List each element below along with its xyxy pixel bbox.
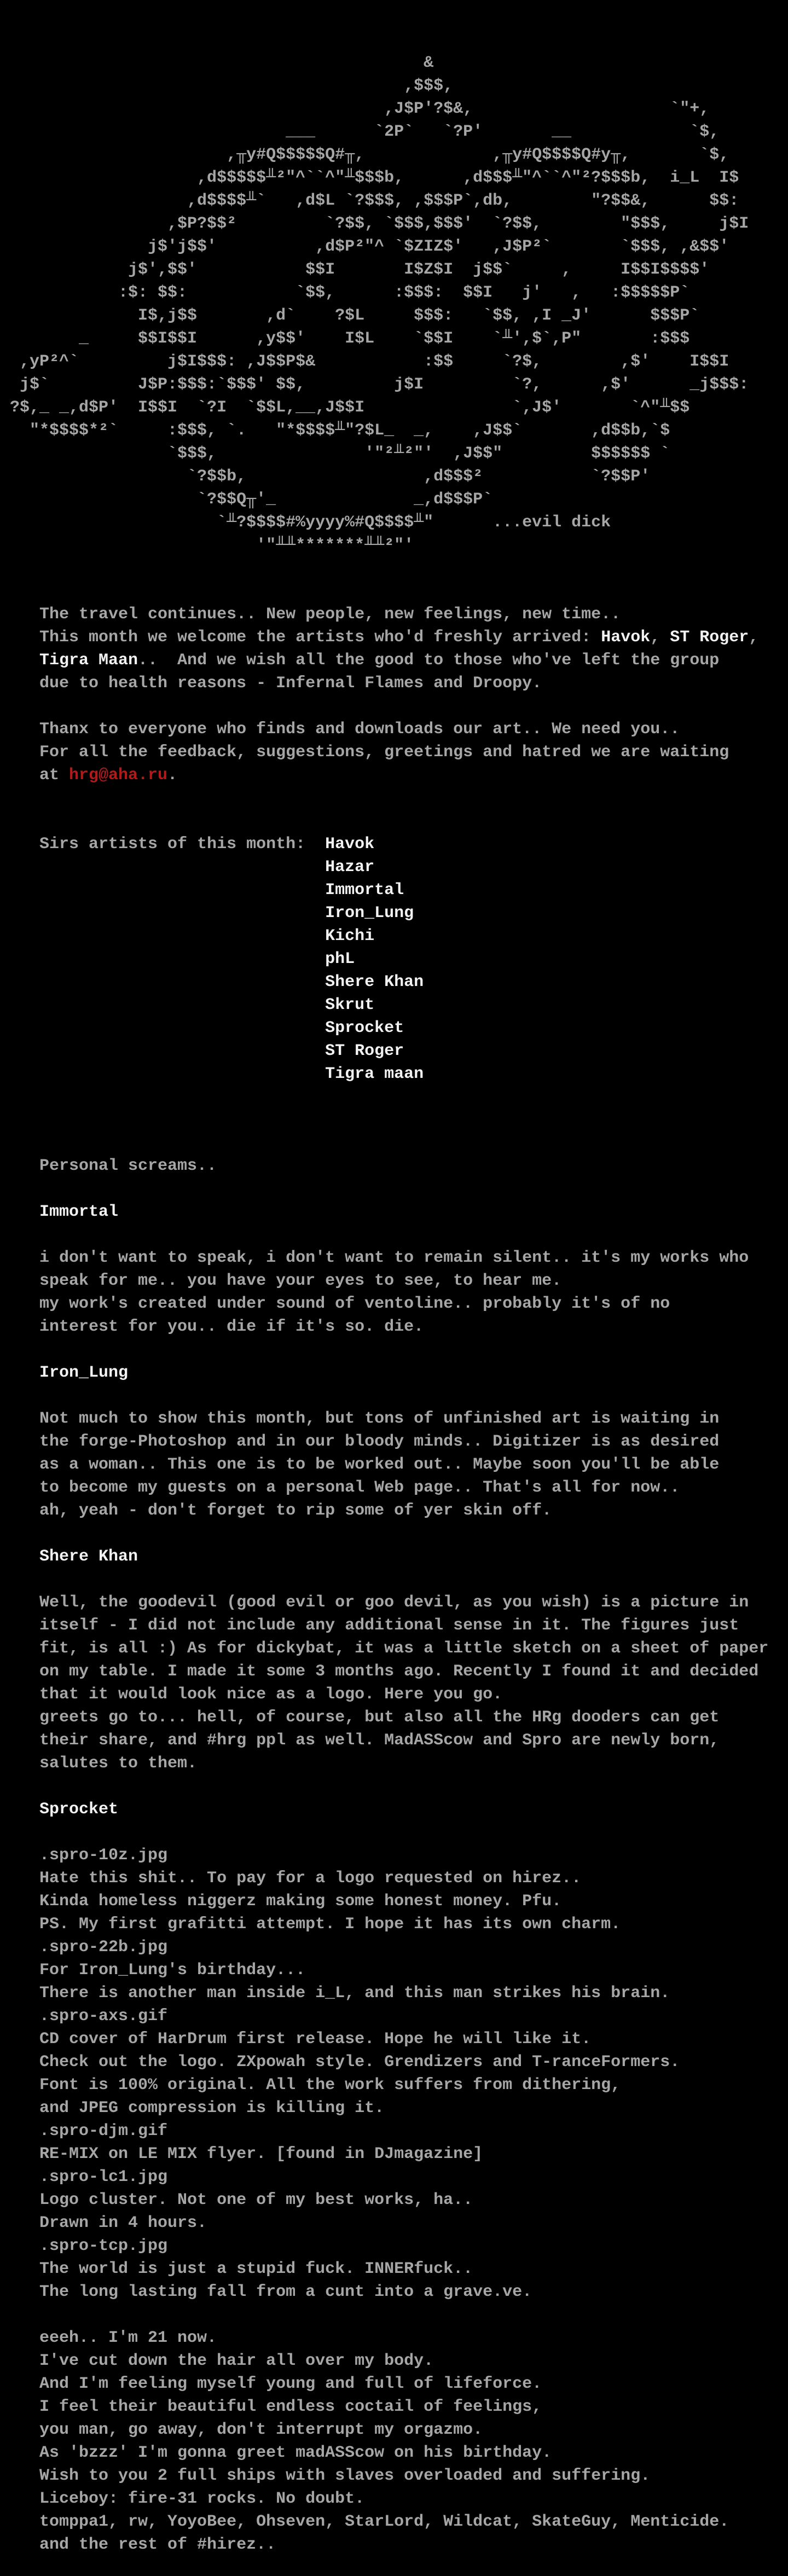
text-line	[0, 764, 788, 787]
highlight-text: Iron_Lung	[0, 1364, 129, 1382]
text-line	[0, 235, 788, 258]
text-line	[0, 2074, 788, 2097]
text-line	[0, 120, 788, 143]
text-segment: `╨?$$$$#%yyyy%#Q$$$$╨" ...evil dick	[0, 513, 611, 532]
text-segment: ,	[749, 628, 759, 647]
text-segment: Well, the goodevil (good evil or goo devil, as you wish) is a picture in	[0, 1593, 749, 1612]
highlight-text: Shere Khan	[0, 973, 424, 991]
text-line	[0, 994, 788, 1017]
text-segment: itself - I did not include any additional sense in it. The figures just	[0, 1616, 739, 1635]
blank-line	[0, 1384, 788, 1407]
text-line	[0, 1499, 788, 1522]
text-segment: Font is 100% original. All the work suffers from dithering,	[0, 2076, 621, 2095]
text-line	[0, 2212, 788, 2235]
text-line	[0, 2281, 788, 2304]
blank-line	[0, 1338, 788, 1361]
text-line	[0, 718, 788, 741]
text-line	[0, 2051, 788, 2074]
blank-line	[0, 1522, 788, 1545]
highlight-text: Immortal	[0, 881, 404, 900]
text-line	[0, 143, 788, 166]
text-segment: :$: $$: `$$, :$$$: $$I j' , :$$$$$P`	[0, 283, 690, 302]
text-line	[0, 2441, 788, 2464]
text-line	[0, 1154, 788, 1177]
highlight-text: Shere Khan	[0, 1547, 138, 1566]
text-segment: interest for you.. die if it's so. die.	[0, 1318, 424, 1336]
text-segment: `$$$, '"²╨²"' ,J$$" $$$$$$ `	[0, 444, 670, 463]
text-segment: Wish to you 2 full ships with slaves overloaded and suffering.	[0, 2467, 651, 2485]
text-segment: at	[0, 766, 69, 785]
text-segment: Hate this shit.. To pay for a logo requested on hirez..	[0, 1869, 582, 1888]
text-line	[0, 1292, 788, 1315]
text-segment: ,d$$$$$╨²"^``^"╨$$$b, ,d$$$╨"^``^"²?$$$b, i_L I$	[0, 169, 739, 187]
text-segment: Sirs artists of this month:	[0, 835, 326, 854]
text-line	[0, 833, 788, 856]
text-segment: due to health reasons - Infernal Flames and Droopy.	[0, 674, 542, 693]
blank-line	[0, 1109, 788, 1132]
text-segment: I feel their beautiful endless coctail of feelings,	[0, 2398, 542, 2416]
text-segment: Not much to show this month, but tons of unfinished art is waiting in	[0, 1409, 720, 1428]
text-line	[0, 603, 788, 626]
text-line	[0, 2005, 788, 2028]
text-segment: speak for me.. you have your eyes to see, to hear me.	[0, 1272, 562, 1290]
text-segment: _ $$I$$I ,y$$' I$L `$$I `╨',$`,P" :$$$	[0, 329, 690, 348]
text-line	[0, 2349, 788, 2372]
blank-line	[0, 787, 788, 810]
highlight-text: Kichi	[0, 927, 375, 945]
blank-line	[0, 557, 788, 580]
text-line	[0, 1040, 788, 1063]
text-segment: For Iron_Lung's birthday...	[0, 1961, 306, 1980]
text-line	[0, 350, 788, 373]
text-segment: Thanx to everyone who finds and downloads our art.. We need you..	[0, 720, 680, 739]
text-line	[0, 2464, 788, 2487]
highlight-text: phL	[0, 950, 355, 968]
text-line	[0, 2189, 788, 2212]
text-line	[0, 948, 788, 971]
text-line	[0, 1246, 788, 1269]
highlight-text: Sprocket	[0, 1800, 119, 1819]
text-line	[0, 304, 788, 327]
text-line	[0, 373, 788, 396]
text-line	[0, 856, 788, 879]
text-line	[0, 1269, 788, 1292]
text-line	[0, 925, 788, 948]
email-address: hrg@aha.ru	[69, 766, 168, 785]
text-line	[0, 1407, 788, 1430]
text-segment: Drawn in 4 hours.	[0, 2214, 207, 2232]
text-line	[0, 2533, 788, 2556]
text-segment: .spro-22b.jpg	[0, 1938, 168, 1957]
text-segment: on my table. I made it some 3 months ago. Recently I found it and decided	[0, 1662, 759, 1681]
text-line	[0, 281, 788, 304]
text-segment: This month we welcome the artists who'd freshly arrived:	[0, 628, 601, 647]
text-segment: Kinda homeless niggerz making some honest money. Pfu.	[0, 1892, 562, 1911]
text-line	[0, 1729, 788, 1752]
text-line	[0, 166, 788, 189]
text-line	[0, 74, 788, 97]
text-line	[0, 1660, 788, 1683]
text-segment: ah, yeah - don't forget to rip some of yer skin off.	[0, 1501, 552, 1520]
text-segment: Check out the logo. ZXpowah style. Grendizers and T-ranceFormers.	[0, 2053, 680, 2072]
text-segment: their share, and #hrg ppl as well. MadASScow and Spro are newly born,	[0, 1731, 720, 1750]
text-segment: the forge-Photoshop and in our bloody minds.. Digitizer is as desired	[0, 1432, 720, 1451]
text-line	[0, 2166, 788, 2189]
text-line	[0, 2395, 788, 2418]
text-segment: I$,j$$ ,d` ?$L $$$: `$$, ,I _J' $$$P`	[0, 306, 700, 325]
text-segment: And I'm feeling myself young and full of lifeforce.	[0, 2375, 542, 2393]
text-line	[0, 1752, 788, 1775]
text-line	[0, 1200, 788, 1223]
text-segment: you man, go away, don't interrupt my orgazmo.	[0, 2421, 483, 2439]
blank-line	[0, 695, 788, 718]
text-line	[0, 879, 788, 902]
text-line	[0, 212, 788, 235]
text-line	[0, 2487, 788, 2510]
text-segment: ,d$$$$╨` ,d$L `?$$$, ,$$$P`,db, "?$$&, $$:	[0, 192, 739, 210]
text-line	[0, 971, 788, 994]
text-segment: .. And we wish all the good to those who've left the group	[138, 651, 720, 670]
text-line	[0, 2326, 788, 2349]
blank-line	[0, 1177, 788, 1200]
highlight-text: ST Roger	[0, 1042, 404, 1060]
blank-line	[0, 5, 788, 28]
text-line	[0, 534, 788, 557]
text-segment: The world is just a stupid fuck. INNERfuck..	[0, 2260, 473, 2278]
highlight-text: Hazar	[0, 858, 375, 877]
text-line	[0, 1315, 788, 1338]
text-line	[0, 327, 788, 350]
text-segment: .	[167, 766, 178, 785]
text-segment: ___ `2P` `?P' __ `$,	[0, 123, 720, 141]
text-line	[0, 97, 788, 120]
highlight-text: Immortal	[0, 1203, 119, 1221]
text-segment: ,╥y#Q$$$$$Q#╥, ,╥y#Q$$$$Q#y╥, `$,	[0, 146, 729, 164]
text-line	[0, 1476, 788, 1499]
text-line	[0, 488, 788, 511]
text-line	[0, 2143, 788, 2166]
text-line	[0, 1453, 788, 1476]
text-line	[0, 2258, 788, 2281]
blank-line	[0, 1821, 788, 1844]
text-line	[0, 2510, 788, 2533]
text-segment: ,J$P'?$&, `"+,	[0, 100, 710, 118]
text-line	[0, 2235, 788, 2258]
text-line	[0, 2120, 788, 2143]
text-line	[0, 626, 788, 649]
nfo-document	[0, 5, 788, 2576]
text-segment: `?$$Q╥'_ _,d$$$P`	[0, 490, 493, 509]
text-segment: For all the feedback, suggestions, greetings and hatred we are waiting	[0, 743, 729, 762]
text-line	[0, 1913, 788, 1936]
text-segment: eeeh.. I'm 21 now.	[0, 2329, 217, 2347]
text-segment: fit, is all :) As for dickybat, it was a little sketch on a sheet of paper	[0, 1639, 769, 1658]
blank-line	[0, 580, 788, 603]
text-line	[0, 1063, 788, 1086]
text-line	[0, 902, 788, 925]
text-segment: PS. My first grafitti attempt. I hope it has its own charm.	[0, 1915, 621, 1934]
blank-line	[0, 1568, 788, 1591]
text-line	[0, 1890, 788, 1913]
text-line	[0, 649, 788, 672]
text-segment: As 'bzzz' I'm gonna greet madASScow on his birthday.	[0, 2444, 552, 2462]
text-segment: ,	[650, 628, 670, 647]
text-line	[0, 1798, 788, 1821]
highlight-text: Havok	[601, 628, 651, 647]
text-line	[0, 672, 788, 695]
text-segment: .spro-tcp.jpg	[0, 2237, 168, 2255]
text-segment: Logo cluster. Not one of my best works, ha..	[0, 2191, 473, 2209]
text-segment: as a woman.. This one is to be worked out.. Maybe soon you'll be able	[0, 1455, 720, 1474]
text-segment: my work's created under sound of ventoline.. probably it's of no	[0, 1295, 670, 1313]
text-segment: greets go to... hell, of course, but also all the HRg dooders can get	[0, 1708, 720, 1727]
text-segment: salutes to them.	[0, 1754, 198, 1773]
text-line	[0, 1982, 788, 2005]
text-line	[0, 1706, 788, 1729]
text-line	[0, 2418, 788, 2441]
text-line	[0, 442, 788, 465]
text-segment: &	[0, 54, 434, 72]
text-line	[0, 1545, 788, 1568]
text-segment: that it would look nice as a logo. Here you go.	[0, 1685, 503, 1704]
text-line	[0, 2028, 788, 2051]
text-segment: and the rest of #hirez..	[0, 2536, 276, 2554]
text-segment: tomppa1, rw, YoyoBee, Ohseven, StarLord, Wildcat, SkateGuy, Menticide.	[0, 2513, 729, 2531]
text-segment: CD cover of HarDrum first release. Hope he will like it.	[0, 2030, 592, 2049]
text-line	[0, 1637, 788, 1660]
text-segment: j$` J$P:$$$:`$$$' $$, j$I `?, ,$' _j$$$:	[0, 375, 749, 394]
text-segment: ,$P?$$² `?$$, `$$$,$$$' `?$$, "$$$, j$I	[0, 214, 749, 233]
text-line	[0, 1361, 788, 1384]
text-segment: to become my guests on a personal Web page.. That's all for now..	[0, 1478, 680, 1497]
highlight-text: Havok	[325, 835, 375, 854]
text-segment: The travel continues.. New people, new feelings, new time..	[0, 605, 621, 624]
text-line	[0, 1591, 788, 1614]
text-segment: .spro-lc1.jpg	[0, 2168, 168, 2186]
text-segment: Personal screams..	[0, 1157, 217, 1175]
highlight-text: Sprocket	[0, 1019, 404, 1037]
text-segment	[0, 651, 39, 670]
text-line	[0, 1959, 788, 1982]
blank-line	[0, 810, 788, 833]
text-segment: There is another man inside i_L, and this man strikes his brain.	[0, 1984, 670, 2003]
text-segment: RE-MIX on LE MIX flyer. [found in DJmagazine]	[0, 2145, 483, 2163]
blank-line	[0, 1086, 788, 1109]
text-line	[0, 1867, 788, 1890]
text-segment: ,yP²^` j$I$$$: ,J$$P$& :$$ `?$, ,$' I$$I	[0, 352, 729, 371]
blank-line	[0, 1223, 788, 1246]
text-segment: .spro-djm.gif	[0, 2122, 168, 2140]
text-segment: j$'j$$' ,d$P²"^ `$ZIZ$' ,J$P²` `$$$, ,&$$'	[0, 237, 729, 256]
text-segment: I've cut down the hair all over my body.	[0, 2352, 434, 2370]
highlight-text: Iron_Lung	[0, 904, 414, 923]
text-segment: j$',$$' $$I I$Z$I j$$` , I$$I$$$$'	[0, 260, 710, 279]
text-segment: Liceboy: fire-31 rocks. No doubt.	[0, 2490, 365, 2508]
text-segment: '"╨╨*******╨╨²"'	[0, 536, 414, 555]
blank-line	[0, 28, 788, 51]
highlight-text: Skrut	[0, 996, 375, 1014]
text-segment: .spro-10z.jpg	[0, 1846, 168, 1865]
text-line	[0, 1017, 788, 1040]
text-segment: .spro-axs.gif	[0, 2007, 168, 2026]
text-line	[0, 189, 788, 212]
text-line	[0, 465, 788, 488]
blank-line	[0, 1132, 788, 1154]
text-line	[0, 419, 788, 442]
highlight-text: Tigra Maan	[39, 651, 138, 670]
text-line	[0, 2097, 788, 2120]
text-line	[0, 51, 788, 74]
text-line	[0, 2372, 788, 2395]
text-segment: `?$$b, ,d$$$² `?$$P'	[0, 467, 651, 486]
text-line	[0, 258, 788, 281]
text-line	[0, 396, 788, 419]
blank-line	[0, 2304, 788, 2326]
text-line	[0, 511, 788, 534]
blank-line	[0, 2556, 788, 2576]
highlight-text: Tigra maan	[0, 1065, 424, 1083]
text-line	[0, 741, 788, 764]
text-line	[0, 1844, 788, 1867]
text-segment: and JPEG compression is killing it.	[0, 2099, 385, 2117]
text-line	[0, 1614, 788, 1637]
text-segment: ,$$$,	[0, 77, 454, 95]
text-segment: ?$,_ _,d$P' I$$I `?I `$$L,__,J$$I `,J$' `^"╨$$	[0, 398, 690, 417]
text-segment: The long lasting fall from a cunt into a grave.ve.	[0, 2283, 532, 2301]
blank-line	[0, 1775, 788, 1798]
text-line	[0, 1936, 788, 1959]
text-segment: i don't want to speak, i don't want to remain silent.. it's my works who	[0, 1249, 749, 1267]
text-line	[0, 1683, 788, 1706]
text-line	[0, 1430, 788, 1453]
text-segment: "*$$$$*²` :$$$, `. "*$$$$╨"?$L_ _, ,J$$` ,d$$b,`$	[0, 421, 670, 440]
highlight-text: ST Roger	[670, 628, 749, 647]
